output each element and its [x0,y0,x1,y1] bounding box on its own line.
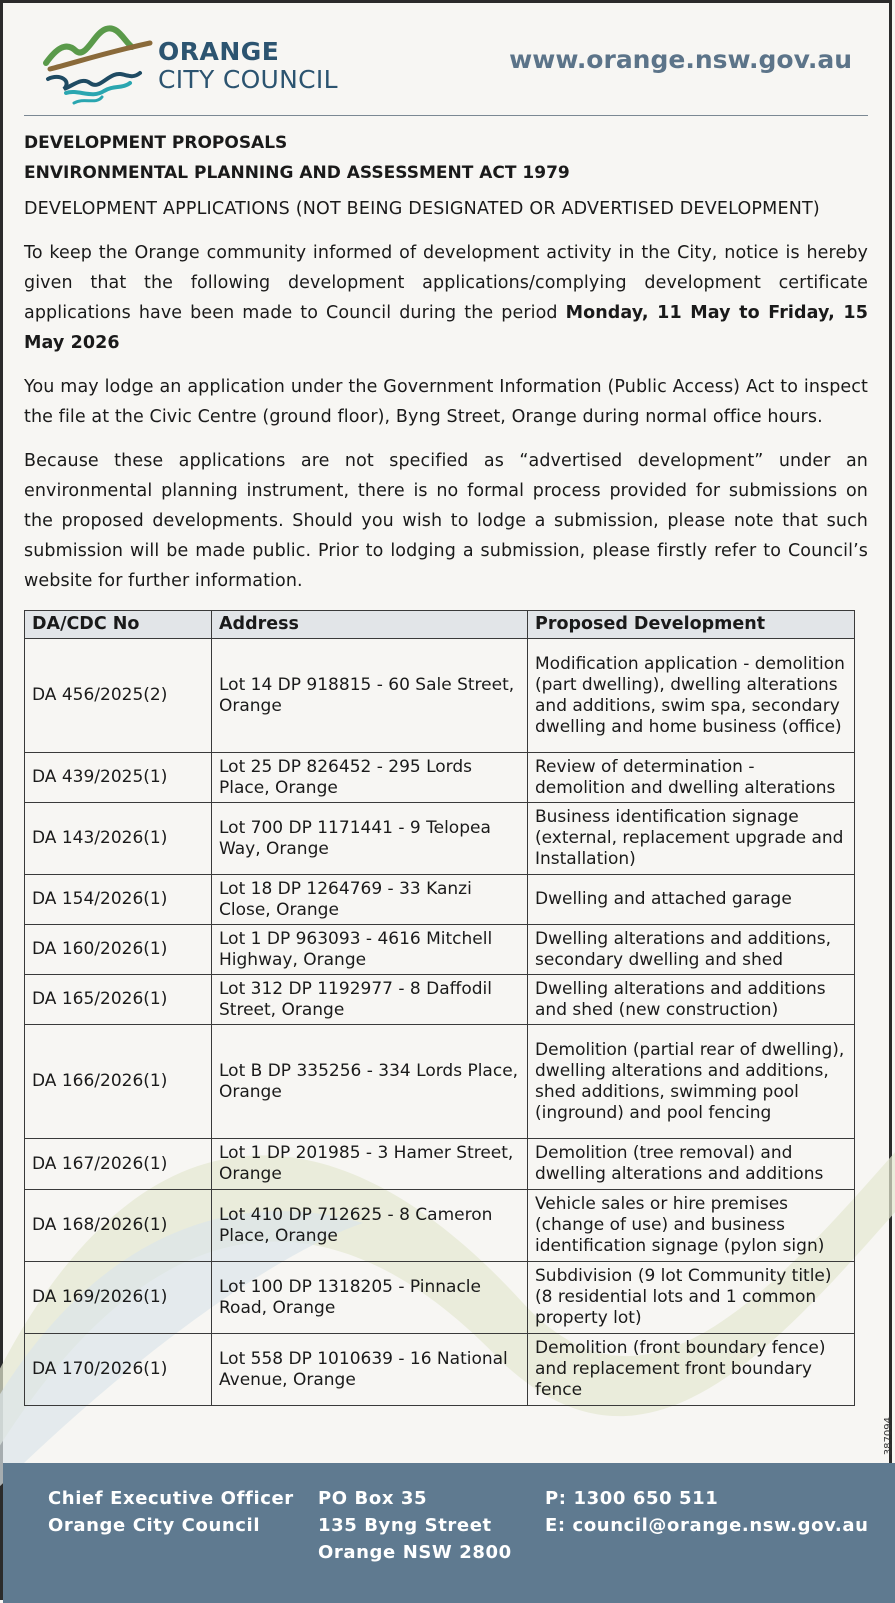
da-number-cell: DA 167/2026(1) [25,1139,212,1190]
table-row [25,753,855,803]
footer-council-name: Orange City Council [48,1515,261,1536]
footer-ceo-column [48,1485,294,1539]
development-cell: Demolition (tree removal) and dwelling alterations and additions [528,1139,855,1190]
da-number-cell: DA 439/2025(1) [25,753,212,803]
address-cell: Lot B DP 335256 - 334 Lords Place, Orange [212,1025,528,1139]
address-cell: Lot 312 DP 1192977 - 8 Daffodil Street, Orange [212,975,528,1025]
column-header-da-no: DA/CDC No [25,611,212,639]
heading-act: ENVIRONMENTAL PLANNING AND ASSESSMENT ACT 1979 [24,163,570,183]
footer-email[interactable]: E: council@orange.nsw.gov.au [545,1515,869,1536]
development-cell: Review of determination - demolition and dwelling alterations [528,753,855,803]
logo-text-city-council: CITY COUNCIL [158,65,338,94]
footer-street: 135 Byng Street [318,1515,492,1536]
subheading-applications: DEVELOPMENT APPLICATIONS (NOT BEING DESIGNATED OR ADVERTISED DEVELOPMENT) [24,199,820,219]
table-row [25,925,855,975]
da-number-cell: DA 170/2026(1) [25,1334,212,1406]
address-cell: Lot 558 DP 1010639 - 16 National Avenue, Orange [212,1334,528,1406]
da-number-cell: DA 160/2026(1) [25,925,212,975]
footer-address-column [318,1485,512,1566]
da-number-cell: DA 154/2026(1) [25,875,212,925]
table-row [25,1139,855,1190]
header [24,3,868,116]
address-cell: Lot 25 DP 826452 - 295 Lords Place, Orange [212,753,528,803]
footer-po-box: PO Box 35 [318,1488,428,1509]
council-logo[interactable] [44,23,374,107]
footer-contact-column [545,1485,869,1539]
period-dates: Monday, 11 May to Friday, 15 May 2026 [24,303,868,353]
address-cell: Lot 100 DP 1318205 - Pinnacle Road, Orange [212,1262,528,1334]
table-row [25,1025,855,1139]
da-number-cell: DA 169/2026(1) [25,1262,212,1334]
development-cell: Dwelling and attached garage [528,875,855,925]
address-cell: Lot 410 DP 712625 - 8 Cameron Place, Orange [212,1190,528,1262]
logo-mark-icon [44,23,154,107]
table-row [25,803,855,875]
da-number-cell: DA 168/2026(1) [25,1190,212,1262]
address-cell: Lot 1 DP 201985 - 3 Hamer Street, Orange [212,1139,528,1190]
development-cell: Dwelling alterations and additions, secondary dwelling and shed [528,925,855,975]
table-row [25,1334,855,1406]
development-cell: Business identification signage (external, replacement upgrade and Installation) [528,803,855,875]
development-cell: Demolition (partial rear of dwelling), dwelling alterations and additions, shed additions, swimming pool (inground) and pool fencing [528,1025,855,1139]
table-header-row [25,611,855,639]
applications-table [24,610,855,1406]
footer-contact-bar [3,1463,895,1603]
table-row [25,1262,855,1334]
serial-number: 387094 [883,1417,894,1456]
development-cell: Dwelling alterations and additions and shed (new construction) [528,975,855,1025]
footer-phone[interactable]: P: 1300 650 511 [545,1488,719,1509]
inspection-paragraph: You may lodge an application under the Government Information (Public Access) Act to inspect the file at the Civic Centre (ground floor), Byng Street, Orange during normal office hours. [24,377,868,427]
logo-text-orange: ORANGE [158,37,280,66]
table-row [25,639,855,753]
footer-ceo-title: Chief Executive Officer [48,1488,294,1509]
address-cell: Lot 1 DP 963093 - 4616 Mitchell Highway, Orange [212,925,528,975]
da-number-cell: DA 166/2026(1) [25,1025,212,1139]
column-header-proposed-development: Proposed Development [528,611,855,639]
footer-suburb: Orange NSW 2800 [318,1542,512,1563]
da-number-cell: DA 143/2026(1) [25,803,212,875]
development-cell: Subdivision (9 lot Community title) (8 residential lots and 1 common property lot) [528,1262,855,1334]
table-row [25,1190,855,1262]
column-header-address: Address [212,611,528,639]
da-number-cell: DA 165/2026(1) [25,975,212,1025]
development-cell: Modification application - demolition (part dwelling), dwelling alterations and additions, swim spa, secondary dwelling and home business (office) [528,639,855,753]
da-number-cell: DA 456/2025(2) [25,639,212,753]
intro-paragraph [24,238,868,358]
address-cell: Lot 14 DP 918815 - 60 Sale Street, Orange [212,639,528,753]
intro-text: To keep the Orange community informed of development activity in the City, notice is hereby given that the following development applications/complying development certificate applications have been made to Council during the period [24,243,868,323]
development-cell: Vehicle sales or hire premises (change of use) and business identification signage (pylon sign) [528,1190,855,1262]
address-cell: Lot 700 DP 1171441 - 9 Telopea Way, Orange [212,803,528,875]
address-cell: Lot 18 DP 1264769 - 33 Kanzi Close, Orange [212,875,528,925]
heading-development-proposals: DEVELOPMENT PROPOSALS [24,133,288,153]
table-row [25,875,855,925]
table-row [25,975,855,1025]
website-link[interactable]: www.orange.nsw.gov.au [509,45,852,74]
submission-paragraph: Because these applications are not specified as “advertised development” under an environmental planning instrument, there is no formal process provided for submissions on the proposed developments. Should you wish to lodge a submission, please note that such submission will be made public. Prior to lodging a submission, please firstly refer to Council’s website for further information. [24,451,868,591]
development-cell: Demolition (front boundary fence) and replacement front boundary fence [528,1334,855,1406]
